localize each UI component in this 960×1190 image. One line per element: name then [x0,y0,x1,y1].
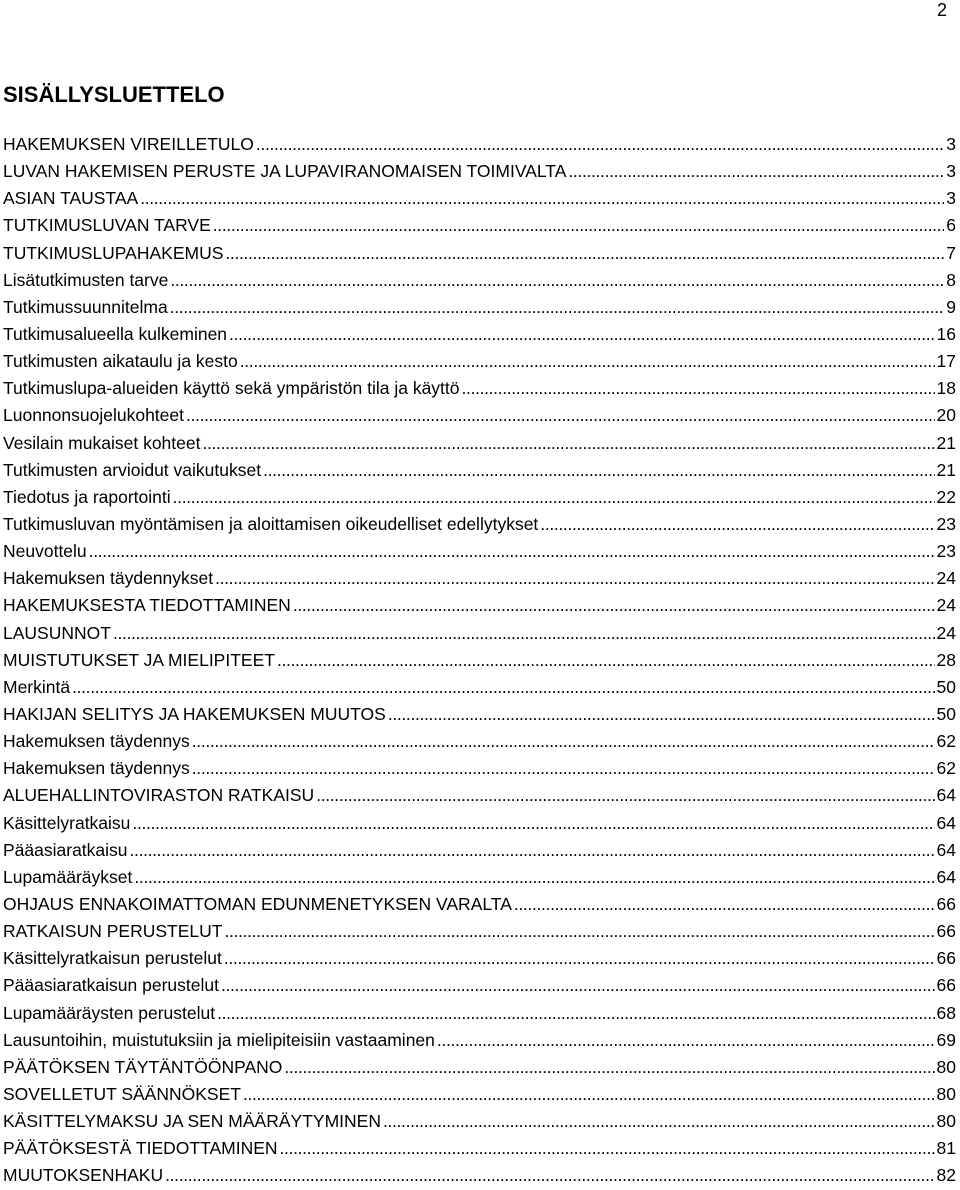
toc-dot-leader [462,375,935,402]
toc-entry-label[interactable]: Vesilain mukaiset kohteet [3,432,201,453]
toc-dot-leader [217,1000,934,1027]
toc-entry-label[interactable]: Käsittelyratkaisu [3,812,131,833]
toc-dot-leader [284,1054,934,1081]
toc-entry-label[interactable]: Neuvottelu [3,541,87,562]
toc-entry-page-number[interactable]: 66 [936,975,956,996]
toc-entry[interactable] [3,837,956,864]
toc-entry-page-number[interactable]: 7 [946,242,956,263]
toc-entry-label[interactable]: MUISTUTUKSET JA MIELIPITEET [3,649,275,670]
toc-entry-page-number[interactable]: 66 [936,948,956,969]
toc-dot-leader [316,782,934,809]
toc-entry-label[interactable]: ALUEHALLINTOVIRASTON RATKAISU [3,785,315,806]
toc-entry-page-number[interactable]: 62 [936,731,956,752]
toc-entry-label[interactable]: Hakemuksen täydennykset [3,568,214,589]
toc-entry-page-number[interactable]: 64 [936,866,956,887]
toc-entry-page-number[interactable]: 82 [936,1165,956,1186]
toc-entry-page-number[interactable]: 80 [936,1056,956,1077]
toc-entry[interactable] [3,1081,956,1108]
toc-entry-page-number[interactable]: 3 [946,134,956,154]
toc-entry[interactable] [3,701,956,728]
toc-entry[interactable] [3,620,956,647]
toc-entry-label[interactable]: Tutkimussuunnitelma [3,296,168,317]
toc-entry-label[interactable]: Tutkimusluvan myöntämisen ja aloittamisen oikeudelliset edellytykset [3,513,539,534]
toc-entry-label[interactable]: LAUSUNNOT [3,622,111,643]
toc-dot-leader [221,972,935,999]
toc-entry-page-number[interactable]: 8 [946,269,956,290]
toc-dot-leader [140,185,944,212]
toc-dot-leader [540,511,934,538]
toc-entry[interactable] [3,972,956,999]
toc-entry[interactable] [3,240,956,267]
toc-dot-leader [514,891,935,918]
toc-entry-label[interactable]: Tutkimusten arvioidut vaikutukset [3,459,262,480]
table-of-contents [3,131,956,1189]
toc-entry[interactable] [3,212,956,239]
toc-entry[interactable] [3,1108,956,1135]
toc-dot-leader [437,1027,935,1054]
toc-entry[interactable] [3,484,956,511]
toc-entry-label[interactable]: HAKEMUKSESTA TIEDOTTAMINEN [3,595,291,616]
toc-entry[interactable] [3,1027,956,1054]
toc-dot-leader [293,592,935,619]
toc-entry-label[interactable]: MUUTOKSENHAKU [3,1165,164,1186]
toc-entry-page-number[interactable]: 21 [936,459,956,480]
toc-entry-label[interactable]: SOVELLETUT SÄÄNNÖKSET [3,1083,241,1104]
toc-entry[interactable] [3,1162,956,1189]
toc-entry-label[interactable]: OHJAUS ENNAKOIMATTOMAN EDUNMENETYKSEN VARALTA [3,893,512,914]
toc-dot-leader [202,430,934,457]
toc-entry[interactable] [3,647,956,674]
toc-entry-label[interactable]: ASIAN TAUSTAA [3,188,139,209]
toc-entry-label[interactable]: Lupamääräykset [3,866,133,887]
toc-entry-label[interactable]: Merkintä [3,676,71,697]
toc-entry-page-number[interactable]: 24 [936,622,956,643]
toc-entry-label[interactable]: Käsittelyratkaisun perustelut [3,948,222,969]
toc-entry[interactable] [3,1000,956,1027]
toc-dot-leader [280,1135,935,1162]
toc-entry-label[interactable]: PÄÄTÖKSESTÄ TIEDOTTAMINEN [3,1138,278,1159]
toc-entry-page-number[interactable]: 21 [936,432,956,453]
toc-entry-label[interactable]: HAKIJAN SELITYS JA HAKEMUKSEN MUUTOS [3,703,386,724]
toc-dot-leader [170,294,945,321]
toc-entry-label[interactable]: Hakemuksen täydennys [3,758,190,779]
toc-dot-leader [173,484,935,511]
toc-entry-page-number[interactable]: 64 [936,839,956,860]
toc-entry-page-number[interactable]: 16 [936,323,956,344]
toc-entry[interactable] [3,321,956,348]
toc-entry-page-number[interactable]: 80 [936,1083,956,1104]
page-title: SISÄLLYSLUETTELO [3,82,225,107]
toc-entry-page-number[interactable]: 17 [936,351,956,372]
toc-dot-leader [568,158,944,185]
toc-entry-label[interactable]: Tiedotus ja raportointi [3,486,171,507]
toc-entry-page-number[interactable]: 3 [946,188,956,209]
toc-dot-leader [277,647,935,674]
toc-entry[interactable] [3,457,956,484]
toc-entry[interactable] [3,918,956,945]
toc-entry-label[interactable]: LUVAN HAKEMISEN PERUSTE JA LUPAVIRANOMAISEN TOIMIVALTA [3,161,567,182]
toc-entry-page-number[interactable]: 23 [936,541,956,562]
toc-dot-leader [240,348,935,375]
toc-entry-page-number[interactable]: 68 [936,1002,956,1023]
toc-dot-leader [225,240,944,267]
toc-dot-leader [383,1108,935,1135]
toc-entry-page-number[interactable]: 6 [946,215,956,236]
toc-entry[interactable] [3,728,956,755]
toc-entry-page-number[interactable]: 18 [936,378,956,399]
toc-entry-label[interactable]: Tutkimusalueella kulkeminen [3,323,228,344]
toc-entry-label[interactable]: Pääasiaratkaisun perustelut [3,975,219,996]
toc-dot-leader [229,321,934,348]
toc-dot-leader [256,131,944,158]
toc-entry[interactable] [3,755,956,782]
toc-entry-page-number[interactable]: 22 [936,486,956,507]
toc-entry-page-number[interactable]: 62 [936,758,956,779]
toc-entry-page-number[interactable]: 20 [936,405,956,426]
toc-entry[interactable] [3,1135,956,1162]
toc-entry-label[interactable]: Lupamääräysten perustelut [3,1002,216,1023]
toc-entry[interactable] [3,131,956,158]
toc-entry[interactable] [3,158,956,185]
toc-dot-leader [165,1162,934,1189]
toc-entry-label[interactable]: KÄSITTELYMAKSU JA SEN MÄÄRÄYTYMINEN [3,1111,381,1132]
toc-entry-page-number[interactable]: 28 [936,649,956,670]
toc-entry-label[interactable]: Tutkimusten aikataulu ja kesto [3,351,238,372]
toc-dot-leader [213,212,944,239]
toc-entry[interactable] [3,185,956,212]
toc-dot-leader [113,620,935,647]
toc-entry[interactable] [3,674,956,701]
toc-entry-page-number[interactable]: 50 [936,676,956,697]
toc-entry-label[interactable]: Pääasiaratkaisu [3,839,128,860]
toc-dot-leader [89,538,935,565]
toc-entry-page-number[interactable]: 64 [936,785,956,806]
toc-entry-page-number[interactable]: 50 [936,703,956,724]
toc-entry-label[interactable]: Lausuntoihin, muistutuksiin ja mielipiteisiin vastaaminen [3,1029,435,1050]
toc-entry[interactable] [3,294,956,321]
toc-entry-page-number[interactable]: 69 [936,1029,956,1050]
toc-entry-page-number[interactable]: 66 [936,893,956,914]
toc-entry-page-number[interactable]: 81 [936,1138,956,1159]
toc-dot-leader [192,755,935,782]
toc-entry-page-number[interactable]: 24 [936,568,956,589]
toc-entry[interactable] [3,891,956,918]
toc-entry-page-number[interactable]: 24 [936,595,956,616]
toc-dot-leader [170,267,944,294]
toc-entry-page-number[interactable]: 9 [946,296,956,317]
toc-dot-leader [134,864,934,891]
toc-entry[interactable] [3,1054,956,1081]
toc-dot-leader [130,837,935,864]
toc-entry-page-number[interactable]: 3 [946,161,956,182]
toc-dot-leader [186,402,935,429]
toc-entry[interactable] [3,945,956,972]
toc-dot-leader [224,945,935,972]
toc-entry-label[interactable]: Hakemuksen täydennys [3,731,190,752]
toc-dot-leader [72,674,934,701]
toc-entry-label[interactable]: Tutkimuslupa-alueiden käyttö sekä ympäristön tila ja käyttö [3,378,460,399]
toc-dot-leader [243,1081,935,1108]
toc-entry-page-number[interactable]: 80 [936,1111,956,1132]
toc-entry-label[interactable]: TUTKIMUSLUPAHAKEMUS [3,242,224,263]
toc-entry[interactable] [3,511,956,538]
page-number: 2 [936,0,947,20]
toc-entry-page-number[interactable]: 66 [936,921,956,942]
toc-entry[interactable] [3,538,956,565]
toc-entry[interactable] [3,430,956,457]
toc-entry-page-number[interactable]: 23 [936,513,956,534]
toc-entry-label[interactable]: TUTKIMUSLUVAN TARVE [3,215,211,236]
toc-dot-leader [215,565,934,592]
toc-entry[interactable] [3,348,956,375]
toc-entry-label[interactable]: RATKAISUN PERUSTELUT [3,921,223,942]
toc-dot-leader [388,701,935,728]
toc-entry[interactable] [3,375,956,402]
toc-entry-label[interactable]: PÄÄTÖKSEN TÄYTÄNTÖÖNPANO [3,1056,283,1077]
toc-entry-label[interactable]: Luonnonsuojelukohteet [3,405,184,426]
toc-dot-leader [263,457,934,484]
toc-entry[interactable] [3,565,956,592]
toc-entry[interactable] [3,782,956,809]
toc-entry[interactable] [3,864,956,891]
toc-entry-page-number[interactable]: 64 [936,812,956,833]
toc-entry[interactable] [3,267,956,294]
toc-dot-leader [192,728,935,755]
toc-entry[interactable] [3,810,956,837]
toc-dot-leader [132,810,934,837]
toc-entry-label[interactable]: HAKEMUKSEN VIREILLETULO [3,134,254,154]
toc-entry[interactable] [3,592,956,619]
toc-dot-leader [224,918,934,945]
toc-entry-label[interactable]: Lisätutkimusten tarve [3,269,169,290]
toc-entry[interactable] [3,402,956,429]
